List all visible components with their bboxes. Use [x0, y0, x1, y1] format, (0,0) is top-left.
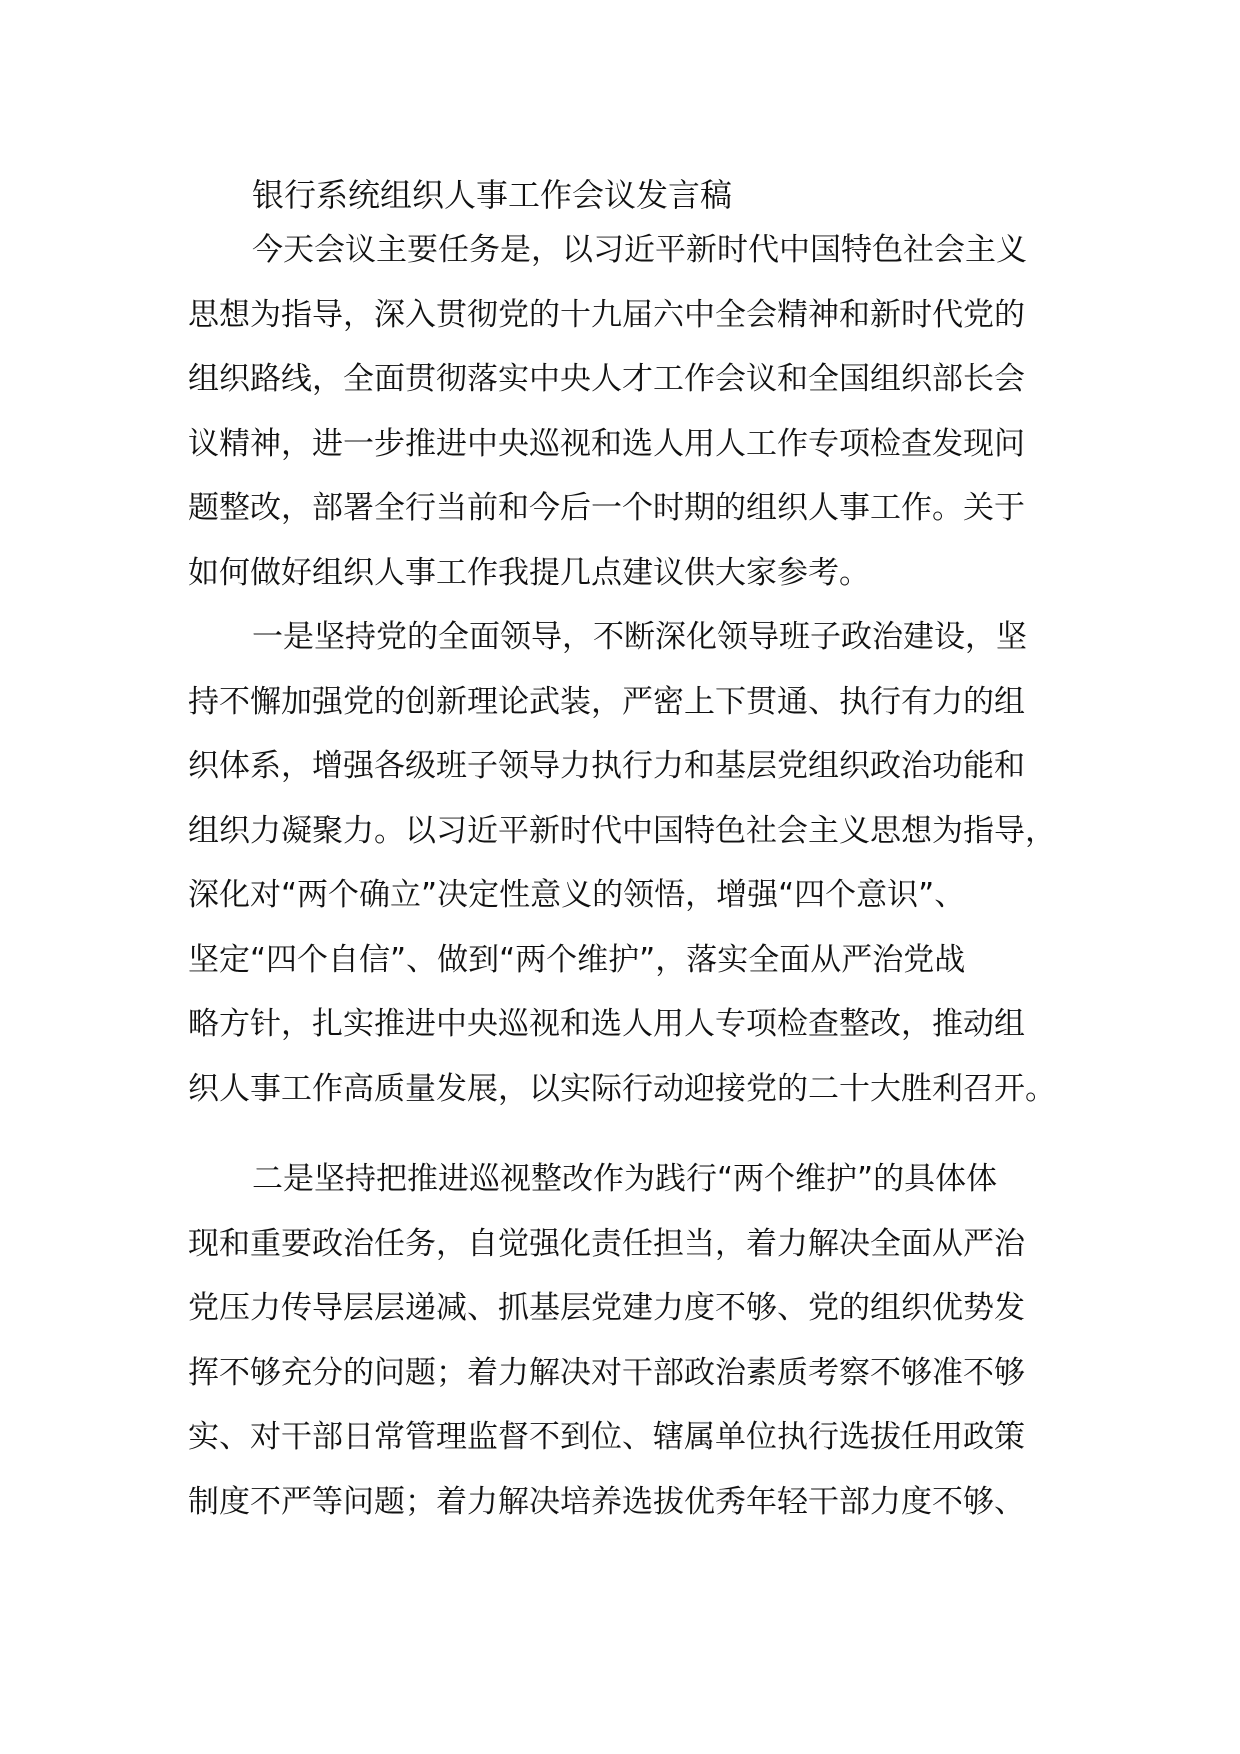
paragraph-line: 党压力传导层层递减、抓基层党建力度不够、党的组织优势发 — [188, 1290, 1025, 1326]
paragraph-1 — [188, 218, 1064, 605]
paragraph-line: 议精神，进一步推进中央巡视和选人用人工作专项检查发现问 — [188, 425, 1025, 462]
paragraph-line: 实、对干部日常管理监督不到位、辖属单位执行选拔任用政策 — [188, 1419, 1025, 1455]
paragraph-line: 挥不够充分的问题；着力解决对干部政治素质考察不够准不够 — [188, 1354, 1025, 1391]
paragraph-line: 现和重要政治任务，自觉强化责任担当，着力解决全面从严治 — [188, 1225, 1025, 1262]
document-title: 银行系统组织人事工作会议发言稿 — [252, 176, 733, 214]
paragraph-line: 组织力凝聚力。以习近平新时代中国特色社会主义思想为指导， — [188, 812, 1056, 849]
paragraph-line: 二是坚持把推进巡视整改作为践行“两个维护”的具体体 — [252, 1161, 998, 1197]
paragraph-line: 如何做好组织人事工作我提几点建议供大家参考。 — [188, 554, 870, 591]
paragraph-line: 一是坚持党的全面领导，不断深化领导班子政治建设，坚 — [252, 619, 1027, 655]
paragraph-line: 组织路线，全面贯彻落实中央人才工作会议和全国组织部长会 — [188, 361, 1025, 397]
paragraph-line: 织体系，增强各级班子领导力执行力和基层党组织政治功能和 — [188, 748, 1025, 784]
paragraph-line: 略方针，扎实推进中央巡视和选人用人专项检查整改，推动组 — [188, 1006, 1025, 1042]
paragraph-2 — [188, 605, 1064, 1121]
paragraph-line: 制度不严等问题；着力解决培养选拔优秀年轻干部力度不够、 — [188, 1483, 1025, 1520]
paragraph-3 — [188, 1147, 1064, 1534]
paragraph-line: 织人事工作高质量发展，以实际行动迎接党的二十大胜利召开。 — [188, 1070, 1056, 1107]
paragraph-line: 题整改，部署全行当前和今后一个时期的组织人事工作。关于 — [188, 490, 1025, 526]
paragraph-line: 持不懈加强党的创新理论武装，严密上下贯通、执行有力的组 — [188, 683, 1025, 720]
paragraph-line: 深化对“两个确立”决定性意义的领悟，增强“四个意识”、 — [188, 877, 966, 913]
document-body — [188, 172, 1064, 1534]
paragraph-line: 思想为指导，深入贯彻党的十九届六中全会精神和新时代党的 — [188, 296, 1025, 333]
paragraph-line: 坚定“四个自信”、做到“两个维护”，落实全面从严治党战 — [188, 941, 966, 978]
paragraph-line: 今天会议主要任务是，以习近平新时代中国特色社会主义 — [252, 232, 1027, 268]
